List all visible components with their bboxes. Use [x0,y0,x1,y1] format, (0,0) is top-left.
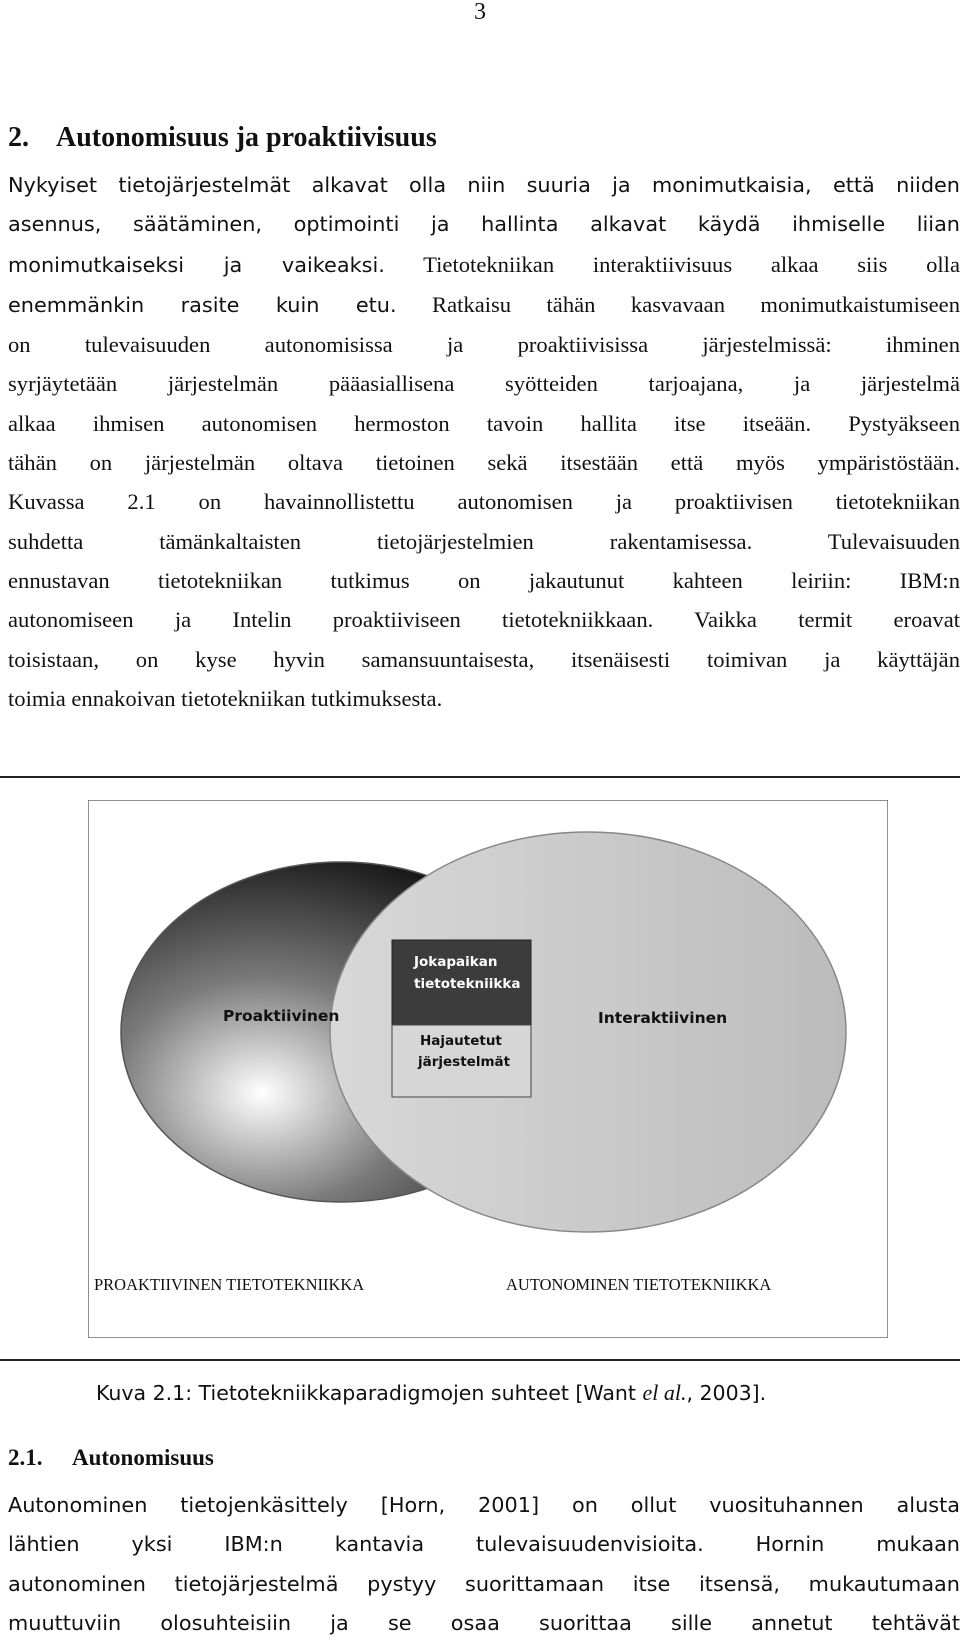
subsection-paragraph [8,1486,960,1643]
figure-bottom-rule [0,1359,960,1361]
paragraph-line: ennustavan tietotekniikan tutkimus on jakautunut kahteen leiriin: IBM:n [8,567,960,593]
figure-top-rule [0,776,960,778]
paragraph-line: muuttuviin olosuhteisiin ja se osaa suorittaa sille annetut tehtävät [8,1610,960,1635]
top-box-line-1: Jokapaikan [414,954,498,970]
bottom-left-caption: PROAKTIIVINEN TIETOTEKNIIKKA [94,1275,365,1294]
bottom-box-line-2: järjestelmät [418,1054,511,1070]
paragraph-line: suhdetta tämänkaltaisten tietojärjestelmien rakentamisessa. Tulevaisuuden [8,528,960,554]
paragraph-line-part: enemmänkin rasite kuin etu. [8,292,397,317]
paragraph-line: Nykyiset tietojärjestelmät alkavat olla niin suuria ja monimutkaisia, että niiden [8,173,960,197]
venn-figure [88,800,888,1338]
subsection-title: Autonomisuus [72,1445,214,1470]
bottom-box-line-1: Hajautetut [420,1033,502,1049]
paragraph-line: toisistaan, on kyse hyvin samansuuntaisesta, itsenäisesti toimivan ja käyttäjän [8,646,960,672]
paragraph-line [8,285,960,325]
paragraph-line: tähän on järjestelmän oltava tietoinen sekä itsestään että myös ympäristöstään. [8,450,960,476]
section-title: Autonomisuus ja proaktiivisuus [56,122,437,153]
paragraph-line: syrjäytetään järjestelmän pääasiallisena syötteiden tarjoajana, ja järjestelmä [8,371,960,397]
right-ellipse-label: Interaktiivinen [598,1009,728,1027]
intro-paragraph [8,166,960,718]
paragraph-line: on tulevaisuuden autonomisissa ja proaktiivisissa järjestelmissä: ihminen [8,332,960,358]
paragraph-line: toimia ennakoivan tietotekniikan tutkimuksesta. [8,685,443,711]
paragraph-line-part: Ratkaisu tähän kasvavaan monimutkaistumiseen [396,291,960,317]
section-number: 2. [8,122,29,153]
paragraph-line: autonomiseen ja Intelin proaktiiviseen tietotekniikkaan. Vaikka termit eroavat [8,607,960,633]
paragraph-line: Kuvassa 2.1 on havainnollistettu autonomisen ja proaktiivisen tietotekniikan [8,489,960,515]
section-heading [8,118,437,158]
paragraph-line: alkaa ihmisen autonomisen hermoston tavoin hallita itse itseään. Pystyäkseen [8,410,960,436]
caption-italic: el al. [642,1380,687,1405]
paragraph-line: autonominen tietojärjestelmä pystyy suorittamaan itse itsensä, mukautumaan [8,1571,960,1596]
caption-prefix: Kuva 2.1: Tietotekniikkaparadigmojen suhteet [Want [96,1381,643,1405]
paragraph-line: Autonominen tietojenkäsittely [Horn, 2001] on ollut vuosituhannen alusta [8,1493,960,1517]
paragraph-line: asennus, säätäminen, optimointi ja hallinta alkavat käydä ihmiselle liian [8,212,960,237]
page-number: 3 [474,0,486,25]
left-ellipse-label: Proaktiivinen [223,1007,340,1025]
paragraph-line-part: monimutkaiseksi ja vaikeaksi. [8,252,385,277]
bottom-right-caption: AUTONOMINEN TIETOTEKNIIKKA [506,1275,772,1294]
paragraph-line: lähtien yksi IBM:n kantavia tulevaisuudenvisioita. Hornin mukaan [8,1532,960,1557]
figure-caption [96,1378,956,1408]
subsection-heading [8,1442,214,1474]
paragraph-line-part: Tietotekniikan interaktiivisuus alkaa siis olla [384,251,960,277]
subsection-number: 2.1. [8,1445,43,1470]
paragraph-line [8,245,960,285]
caption-suffix: , 2003]. [686,1381,767,1405]
top-box-line-2: tietotekniikka [414,976,521,992]
